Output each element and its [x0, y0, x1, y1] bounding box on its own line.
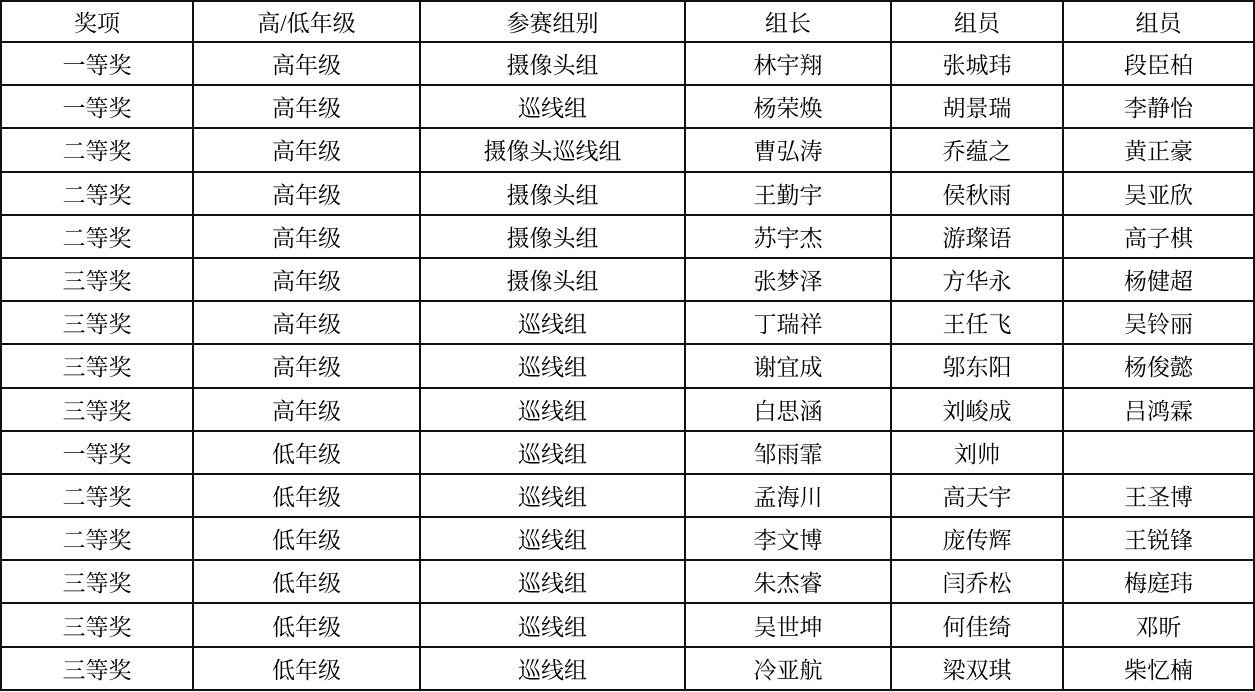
table-cell: 巡线组: [420, 517, 685, 560]
table-cell: 刘帅: [891, 431, 1063, 474]
table-cell: 乔蕴之: [891, 128, 1063, 171]
table-cell: 高年级: [193, 42, 420, 85]
table-cell: 三等奖: [1, 603, 193, 646]
table-cell: 高年级: [193, 128, 420, 171]
table-cell: 王勤宇: [685, 172, 891, 215]
table-cell: 王锐锋: [1063, 517, 1254, 560]
table-cell: 白思涵: [685, 388, 891, 431]
table-body: [1, 42, 1254, 690]
table-cell: 高年级: [193, 258, 420, 301]
table-cell: 何佳绮: [891, 603, 1063, 646]
table-row: [1, 42, 1254, 85]
table-row: [1, 301, 1254, 344]
table-cell: 张梦泽: [685, 258, 891, 301]
table-cell: 王任飞: [891, 301, 1063, 344]
table-cell: 张城玮: [891, 42, 1063, 85]
table-cell: 三等奖: [1, 344, 193, 387]
table-row: [1, 560, 1254, 603]
column-header-member-1: 组员: [891, 1, 1063, 42]
table-cell: 巡线组: [420, 344, 685, 387]
table-cell: 吴亚欣: [1063, 172, 1254, 215]
table-cell: 侯秋雨: [891, 172, 1063, 215]
table-cell: 二等奖: [1, 517, 193, 560]
column-header-grade: 高/低年级: [193, 1, 420, 42]
table-cell: 一等奖: [1, 431, 193, 474]
table-cell: 高年级: [193, 172, 420, 215]
table-cell: 段臣柏: [1063, 42, 1254, 85]
table-header: [1, 1, 1254, 42]
table-cell: 高年级: [193, 301, 420, 344]
table-cell: 吴铃丽: [1063, 301, 1254, 344]
table-cell: 巡线组: [420, 474, 685, 517]
table-cell: 摄像头巡线组: [420, 128, 685, 171]
table-cell: 低年级: [193, 474, 420, 517]
table-row: [1, 258, 1254, 301]
table-cell: 苏宇杰: [685, 215, 891, 258]
table-cell: 高天宇: [891, 474, 1063, 517]
table-cell: 刘峻成: [891, 388, 1063, 431]
table-cell: 游璨语: [891, 215, 1063, 258]
table-cell: 二等奖: [1, 215, 193, 258]
table-cell: 丁瑞祥: [685, 301, 891, 344]
table-cell: 朱杰睿: [685, 560, 891, 603]
table-cell: 黄正豪: [1063, 128, 1254, 171]
table-cell: 吕鸿霖: [1063, 388, 1254, 431]
table-cell: 方华永: [891, 258, 1063, 301]
table-row: [1, 647, 1254, 690]
table-cell: 杨俊懿: [1063, 344, 1254, 387]
table-cell: 高年级: [193, 85, 420, 128]
table-cell: 低年级: [193, 647, 420, 690]
table-cell: 摄像头组: [420, 215, 685, 258]
table-cell: 二等奖: [1, 128, 193, 171]
table-cell: 巡线组: [420, 647, 685, 690]
table-cell: 闫乔松: [891, 560, 1063, 603]
table-row: [1, 603, 1254, 646]
table-row: [1, 388, 1254, 431]
table-cell: 邹雨霏: [685, 431, 891, 474]
column-header-member-2: 组员: [1063, 1, 1254, 42]
table-cell: 低年级: [193, 517, 420, 560]
table-cell: 邬东阳: [891, 344, 1063, 387]
table-row: [1, 85, 1254, 128]
table-cell: 杨荣焕: [685, 85, 891, 128]
table-cell: 摄像头组: [420, 172, 685, 215]
column-header-group: 参赛组别: [420, 1, 685, 42]
table-cell: 三等奖: [1, 301, 193, 344]
table-cell: 林宇翔: [685, 42, 891, 85]
table-cell: 吴世坤: [685, 603, 891, 646]
table-cell: 杨健超: [1063, 258, 1254, 301]
table-cell: 一等奖: [1, 42, 193, 85]
table-cell: 巡线组: [420, 388, 685, 431]
table-cell: 邓昕: [1063, 603, 1254, 646]
table-cell: 曹弘涛: [685, 128, 891, 171]
table-cell: 高年级: [193, 388, 420, 431]
table-cell: 低年级: [193, 560, 420, 603]
table-cell: 孟海川: [685, 474, 891, 517]
table-cell: 冷亚航: [685, 647, 891, 690]
table-cell: [1063, 431, 1254, 474]
table-cell: 摄像头组: [420, 42, 685, 85]
table-row: [1, 172, 1254, 215]
table-cell: 低年级: [193, 603, 420, 646]
table-cell: 巡线组: [420, 560, 685, 603]
table-row: [1, 215, 1254, 258]
table-cell: 巡线组: [420, 301, 685, 344]
table-cell: 三等奖: [1, 560, 193, 603]
table-cell: 李静怡: [1063, 85, 1254, 128]
table-cell: 三等奖: [1, 647, 193, 690]
table-cell: 高年级: [193, 215, 420, 258]
table-cell: 梅庭玮: [1063, 560, 1254, 603]
table-cell: 胡景瑞: [891, 85, 1063, 128]
column-header-leader: 组长: [685, 1, 891, 42]
table-row: [1, 128, 1254, 171]
table-cell: 巡线组: [420, 603, 685, 646]
table-cell: 梁双琪: [891, 647, 1063, 690]
table-row: [1, 474, 1254, 517]
table-row: [1, 517, 1254, 560]
table-cell: 一等奖: [1, 85, 193, 128]
table-cell: 摄像头组: [420, 258, 685, 301]
table-cell: 二等奖: [1, 474, 193, 517]
table-cell: 低年级: [193, 431, 420, 474]
table-cell: 三等奖: [1, 258, 193, 301]
table-cell: 三等奖: [1, 388, 193, 431]
table-cell: 谢宜成: [685, 344, 891, 387]
table-cell: 二等奖: [1, 172, 193, 215]
column-header-award: 奖项: [1, 1, 193, 42]
table-cell: 李文博: [685, 517, 891, 560]
table-cell: 高子棋: [1063, 215, 1254, 258]
table-row: [1, 344, 1254, 387]
header-row: [1, 1, 1254, 42]
table-cell: 巡线组: [420, 431, 685, 474]
table-cell: 庞传辉: [891, 517, 1063, 560]
table-row: [1, 431, 1254, 474]
table-cell: 柴忆楠: [1063, 647, 1254, 690]
table-cell: 巡线组: [420, 85, 685, 128]
table-cell: 高年级: [193, 344, 420, 387]
table-cell: 王圣博: [1063, 474, 1254, 517]
